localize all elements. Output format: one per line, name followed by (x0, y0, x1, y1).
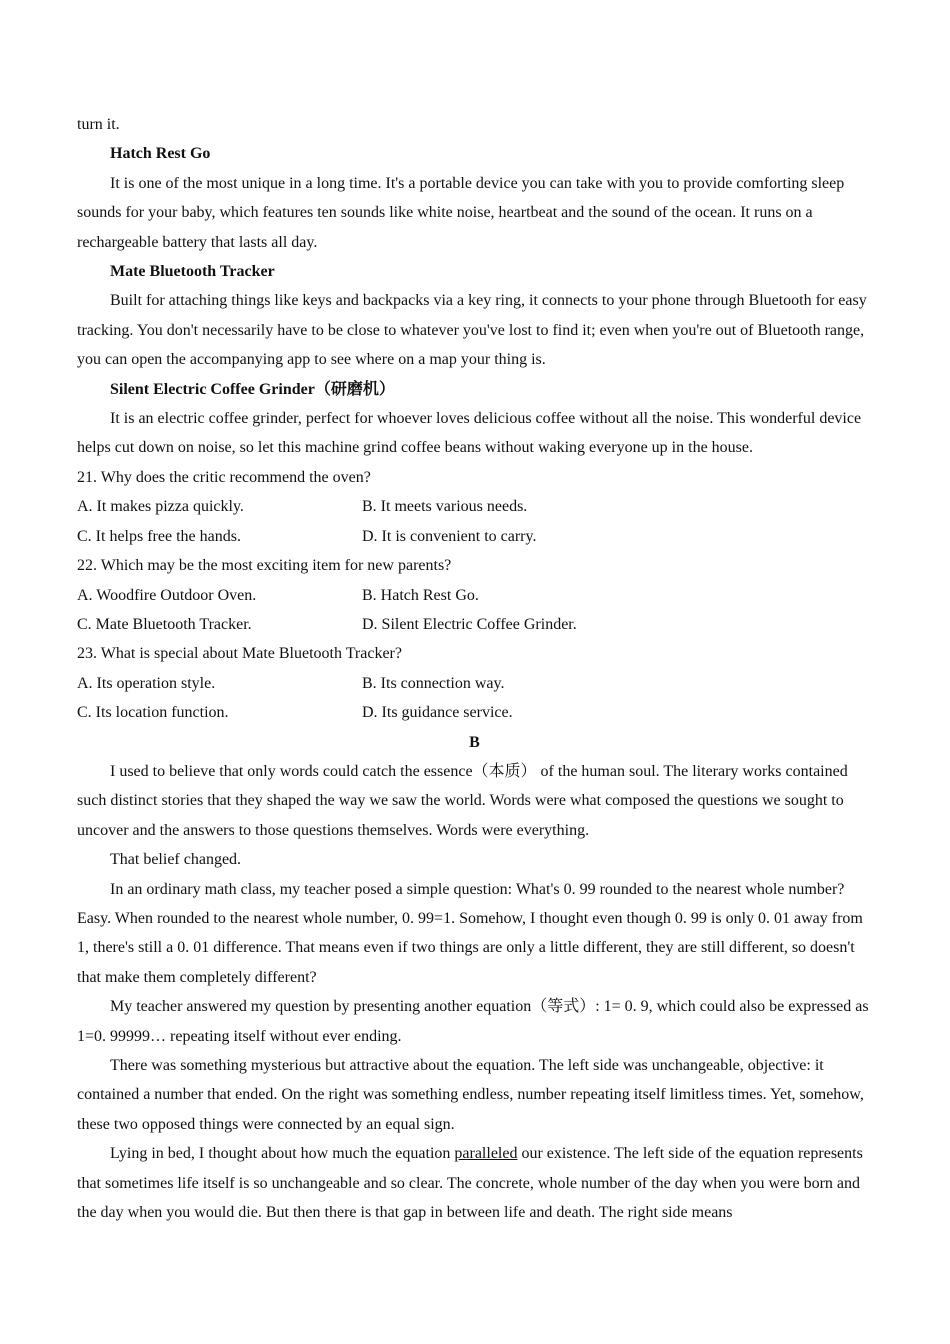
option-row (77, 698, 872, 727)
question-23 (77, 639, 872, 727)
option-c: C. Mate Bluetooth Tracker. (77, 615, 252, 633)
passage-paragraph: My teacher answered my question by presenting another equation（等式）: 1= 0. 9, which could also be expressed as 1=0. 99999… repeating itself without ever ending. (77, 998, 869, 1045)
option-c: C. It helps free the hands. (77, 527, 241, 545)
intro-line: turn it. (77, 116, 120, 133)
option-row (77, 492, 872, 521)
option-row (77, 610, 872, 639)
passage-paragraph: I used to believe that only words could catch the essence（本质） of the human soul. The literary works contained such distinct stories that they shaped the way we saw the world. Words were what composed the questions we sought to uncover and the answers to those questions themselves. Words were everything. (77, 762, 848, 839)
option-a: A. Woodfire Outdoor Oven. (77, 586, 257, 604)
option-d: D. Its guidance service. (362, 704, 513, 722)
item-body-grinder: It is an electric coffee grinder, perfect for whoever loves delicious coffee without all the noise. This wonderful device helps cut down on noise, so let this machine grind coffee beans without waking everyone up in the house. (77, 410, 862, 457)
option-b: B. Its connection way. (362, 674, 505, 692)
option-b: B. It meets various needs. (362, 498, 528, 516)
underlined-word: paralleled (454, 1145, 518, 1163)
passage-paragraph: There was something mysterious but attractive about the equation. The left side was unchangeable, objective: it contained a number that ended. On the right was something endless, number repeating itself limitless times. Yet, somehow, these two opposed things were connected by an equal sign. (77, 1057, 864, 1133)
section-b-label: B (469, 733, 480, 751)
text-after: our existence. The left side of the equation represents that sometimes life itself is so unchangeable and so clear. The concrete, whole number of the day when you were born and the day when you would die. But then there is that gap in between life and death. The right side means (77, 1145, 863, 1222)
option-a: A. Its operation style. (77, 674, 216, 692)
passage-paragraph: That belief changed. (110, 851, 242, 869)
passage-paragraph: In an ordinary math class, my teacher posed a simple question: What's 0. 99 rounded to the nearest whole number? Easy. When rounded to the nearest whole number, 0. 99=1. Somehow, I thought even though 0. 99 is only 0. 01 away from 1, there's still a 0. 01 difference. That means even if two things are only a little different, they are still different, so doesn't that make them completely different? (77, 880, 863, 986)
question-stem: 23. What is special about Mate Bluetooth Tracker? (77, 645, 402, 663)
item-title-tracker: Mate Bluetooth Tracker (110, 263, 275, 281)
option-b: B. Hatch Rest Go. (362, 586, 479, 604)
question-22 (77, 551, 872, 639)
option-a: A. It makes pizza quickly. (77, 498, 244, 516)
option-d: D. It is convenient to carry. (362, 527, 537, 545)
item-body-hatch: It is one of the most unique in a long time. It's a portable device you can take with you to provide comforting sleep sounds for your baby, which features ten sounds like white noise, heartbeat and the sound of the ocean. It runs on a rechargeable battery that lasts all day. (77, 174, 845, 251)
question-stem: 21. Why does the critic recommend the oven? (77, 468, 371, 486)
item-title-grinder: Silent Electric Coffee Grinder（研磨机） (110, 380, 395, 398)
passage-paragraph-last (77, 1139, 872, 1227)
option-row (77, 581, 872, 610)
option-row (77, 669, 872, 698)
option-d: D. Silent Electric Coffee Grinder. (362, 615, 577, 633)
text-before: Lying in bed, I thought about how much the equation (110, 1145, 455, 1163)
question-stem: 22. Which may be the most exciting item for new parents? (77, 557, 452, 575)
option-row (77, 522, 872, 551)
option-c: C. Its location function. (77, 704, 229, 722)
item-body-tracker: Built for attaching things like keys and backpacks via a key ring, it connects to your phone through Bluetooth for easy tracking. You don't necessarily have to be close to whatever you've lost to find it; even when you're out of Bluetooth range, you can open the accompanying app to see where on a map your thing is. (77, 292, 867, 369)
document-page (77, 110, 872, 1227)
question-21 (77, 463, 872, 551)
item-title-hatch: Hatch Rest Go (110, 145, 211, 163)
